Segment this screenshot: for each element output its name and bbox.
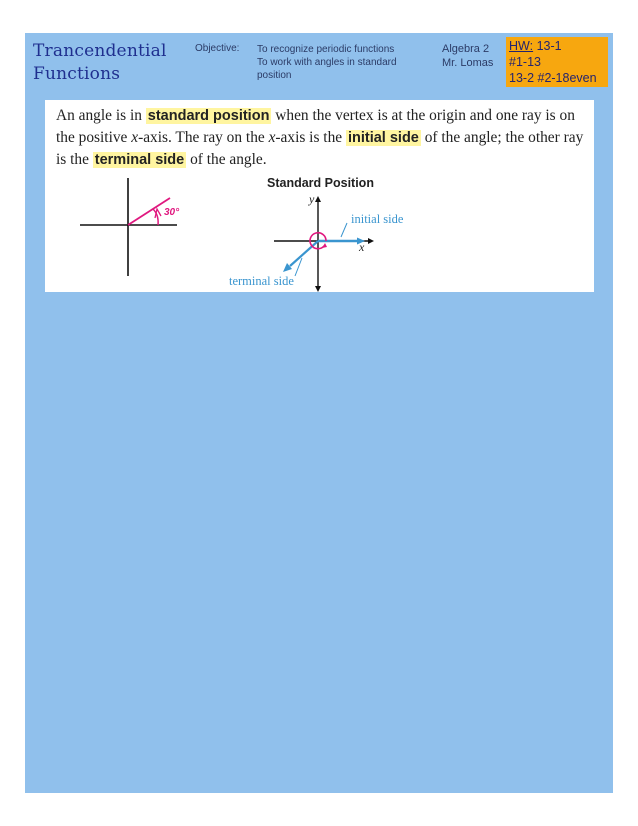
page-title [33, 40, 167, 86]
terminal-side-label: terminal side [229, 274, 294, 288]
definition-text: -axis. The ray on the [138, 129, 269, 146]
homework-label: HW: [509, 39, 534, 53]
objective-line-2: To work with angles in standard [257, 57, 397, 68]
course-name: Algebra 2 [442, 43, 490, 55]
initial-label-leader [341, 223, 347, 237]
terminal-side-ray [290, 241, 318, 266]
x-axis-label: x [359, 240, 365, 254]
highlight-terminal-side: terminal side [94, 152, 185, 168]
definition-text: when the vertex is at the origin and one ray is on the positive [56, 107, 575, 146]
definition-text: An angle is in [56, 107, 146, 124]
notes-sheet [25, 33, 613, 793]
definition-text: -axis is the [275, 129, 346, 146]
title-line-2: Functions [33, 64, 121, 84]
objective-text [257, 43, 397, 82]
homework-line-3: 13-2 #2-18even [509, 71, 597, 85]
homework-assignment-1: 13-1 [536, 39, 562, 53]
y-axis-arrow-up-icon [315, 196, 321, 202]
definition-text: of the angle. [186, 151, 267, 168]
teacher-name: Mr. Lomas [442, 57, 494, 69]
objective-line-1: To recognize periodic functions [257, 44, 395, 55]
highlight-standard-position: standard position [147, 108, 270, 124]
standard-angle-arrow-icon [322, 243, 327, 248]
objective-line-3: position [257, 70, 292, 81]
highlight-initial-side: initial side [347, 130, 419, 146]
homework-line-1 [509, 38, 605, 54]
title-line-1: Trancendential [33, 41, 167, 61]
initial-side-label: initial side [351, 212, 404, 226]
angle-figures [45, 100, 594, 292]
homework-box [506, 37, 608, 87]
handwritten-sketch [80, 178, 180, 276]
x-axis-arrow-icon [368, 238, 374, 244]
y-axis-arrow-down-icon [315, 286, 321, 292]
definition-text: of the angle; the other ray is the [56, 129, 584, 168]
homework-line-2: #1-13 [509, 55, 541, 69]
definition-variable: x [131, 129, 139, 146]
definition-variable: x [268, 129, 276, 146]
objective-label: Objective: [195, 43, 240, 54]
handwritten-angle-label: 30° [164, 207, 180, 218]
figure-title: Standard Position [267, 176, 374, 190]
definition-panel [45, 100, 594, 292]
y-axis-label: y [309, 192, 315, 206]
course-info [442, 42, 493, 70]
